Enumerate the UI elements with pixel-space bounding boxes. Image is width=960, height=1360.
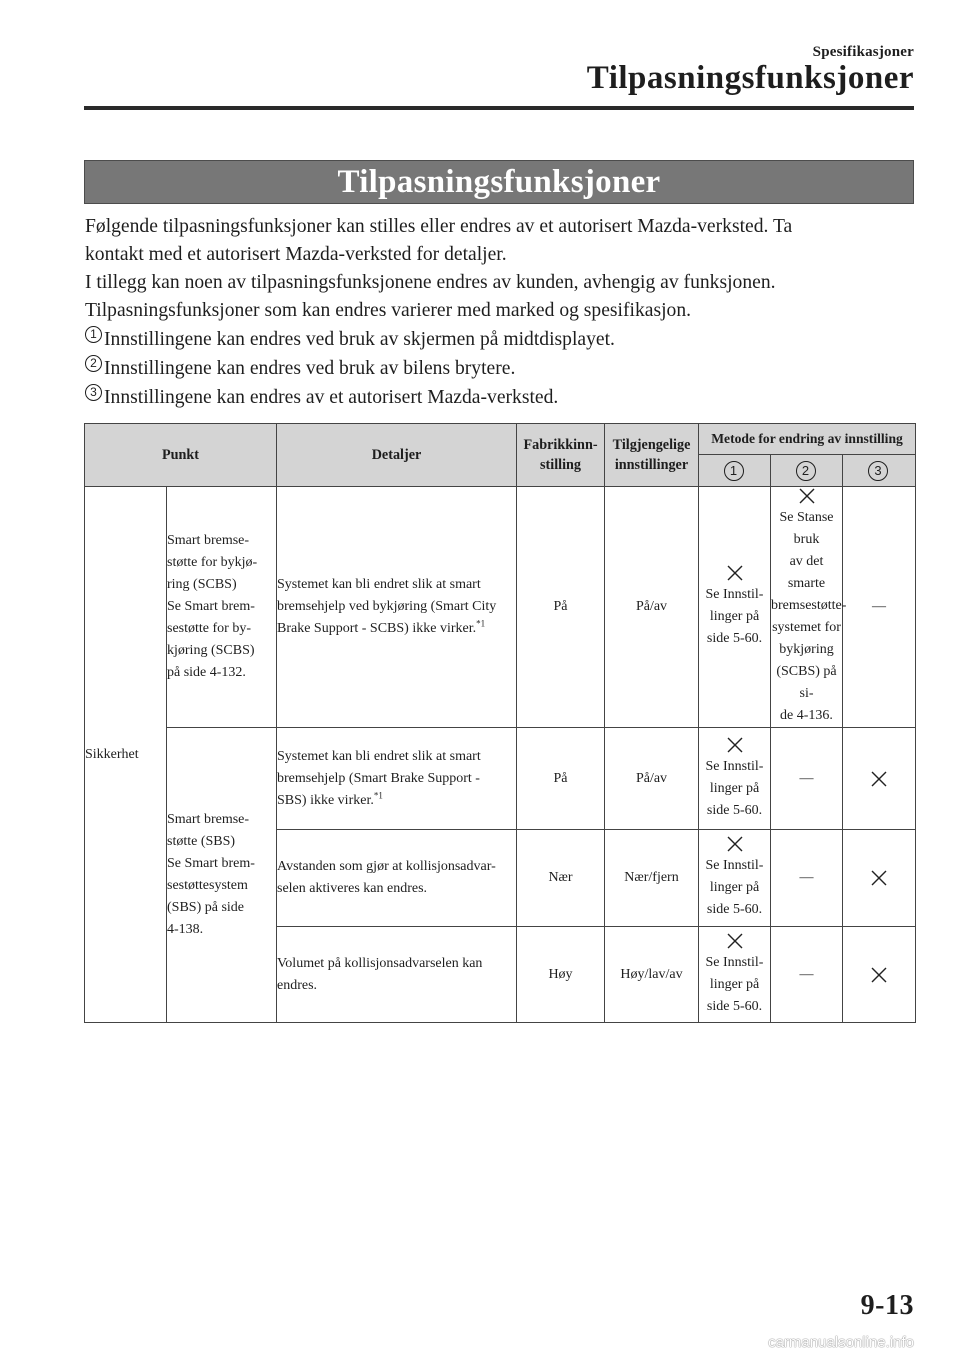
cross-icon [870, 869, 888, 887]
factory-setting: Nær [517, 830, 605, 927]
factory-setting: Høy [517, 927, 605, 1023]
cross-icon [726, 736, 744, 754]
category-cell: Sikkerhet [85, 487, 167, 1023]
method-2-cell: Se Stanse bruk av det smarte bremsestøtte- systemet for bykjøring (SCBS) på si- de 4-136. [771, 487, 843, 728]
page-header-title: Tilpasningsfunksjoner [586, 60, 914, 96]
method-text: Innstillingene kan endres av et autorisert Mazda-verksted. [104, 387, 559, 408]
method-3-cell [843, 830, 916, 927]
available-settings: På/av [605, 728, 699, 830]
cross-icon [870, 966, 888, 984]
factory-setting: På [517, 728, 605, 830]
section-banner: Tilpasningsfunksjoner [84, 160, 914, 204]
number-1-icon: 1 [85, 326, 102, 343]
cross-icon [726, 932, 744, 950]
intro-line: Følgende tilpasningsfunksjoner kan stilles eller endres av et autorisert Mazda-verksted. Ta [85, 216, 793, 237]
number-3-icon: 3 [85, 384, 102, 401]
method-1-cell: Se Innstil- linger på side 5-60. [699, 487, 771, 728]
header-method-2 [771, 455, 843, 487]
method-3-cell [843, 728, 916, 830]
method-text: Innstillingene kan endres ved bruk av bilens brytere. [104, 358, 516, 379]
intro-line: I tillegg kan noen av tilpasningsfunksjonene endres av kunden, avhengig av funksjonen. [85, 272, 776, 293]
method-line-1 [85, 326, 915, 354]
method-2-cell: — [771, 927, 843, 1023]
intro-line: kontakt med et autorisert Mazda-verksted for detaljer. [85, 244, 507, 265]
watermark: carmanualsonline.info [768, 1334, 914, 1351]
method-2-cell: — [771, 728, 843, 830]
number-2-icon: 2 [85, 355, 102, 372]
method-1-cell: Se Innstil- linger på side 5-60. [699, 927, 771, 1023]
method-1-cell: Se Innstil- linger på side 5-60. [699, 728, 771, 830]
header-method-3 [843, 455, 916, 487]
header-details: Detaljer [277, 424, 517, 487]
number-2-icon: 2 [796, 461, 816, 481]
header-factory: Fabrikkinn- stilling [517, 424, 605, 487]
header-method: Metode for endring av innstilling [699, 424, 916, 455]
available-settings: Høy/lav/av [605, 927, 699, 1023]
header-available: Tilgjengelige innstillinger [605, 424, 699, 487]
number-1-icon: 1 [724, 461, 744, 481]
header-method-1 [699, 455, 771, 487]
table-row [85, 728, 916, 830]
method-3-cell [843, 927, 916, 1023]
details-cell: Systemet kan bli endret slik at smart bremsehjelp ved bykjøring (Smart City Brake Support - SCBS) ikke virker.$^{*1}$ [277, 487, 517, 728]
page-number: 9-13 [860, 1290, 914, 1321]
number-3-icon: 3 [868, 461, 888, 481]
section-label: Spesifikasjoner [812, 44, 914, 60]
available-settings: Nær/fjern [605, 830, 699, 927]
cross-icon [798, 487, 816, 505]
subitem-sbs: Smart bremse- støtte (SBS) Se Smart brem- sestøttesystem (SBS) på side 4-138. [167, 728, 277, 1023]
method-text: Innstillingene kan endres ved bruk av skjermen på midtdisplayet. [104, 329, 615, 350]
intro-text [85, 213, 915, 412]
header-rule [84, 106, 914, 110]
details-cell: Systemet kan bli endret slik at smart bremsehjelp (Smart Brake Support - SBS) ikke virker.$^{*1}$ [277, 728, 517, 830]
factory-setting: På [517, 487, 605, 728]
cross-icon [726, 835, 744, 853]
method-1-cell: Se Innstil- linger på side 5-60. [699, 830, 771, 927]
method-2-cell: — [771, 830, 843, 927]
method-line-2 [85, 355, 915, 383]
header-item: Punkt [85, 424, 277, 487]
table-row [85, 487, 916, 728]
details-cell: Volumet på kollisjonsadvarselen kan endres. [277, 927, 517, 1023]
method-line-3 [85, 384, 915, 412]
intro-line: Tilpasningsfunksjoner som kan endres varierer med marked og spesifikasjon. [85, 300, 692, 321]
subitem-scbs: Smart bremse- støtte for bykjø- ring (SCBS) Se Smart brem- sestøtte for by- kjøring (SCBS) på side 4-132. [167, 487, 277, 728]
details-cell: Avstanden som gjør at kollisjonsadvar- selen aktiveres kan endres. [277, 830, 517, 927]
cross-icon [870, 770, 888, 788]
cross-icon [726, 564, 744, 582]
available-settings: På/av [605, 487, 699, 728]
customization-table [84, 423, 916, 1023]
method-3-cell: — [843, 487, 916, 728]
